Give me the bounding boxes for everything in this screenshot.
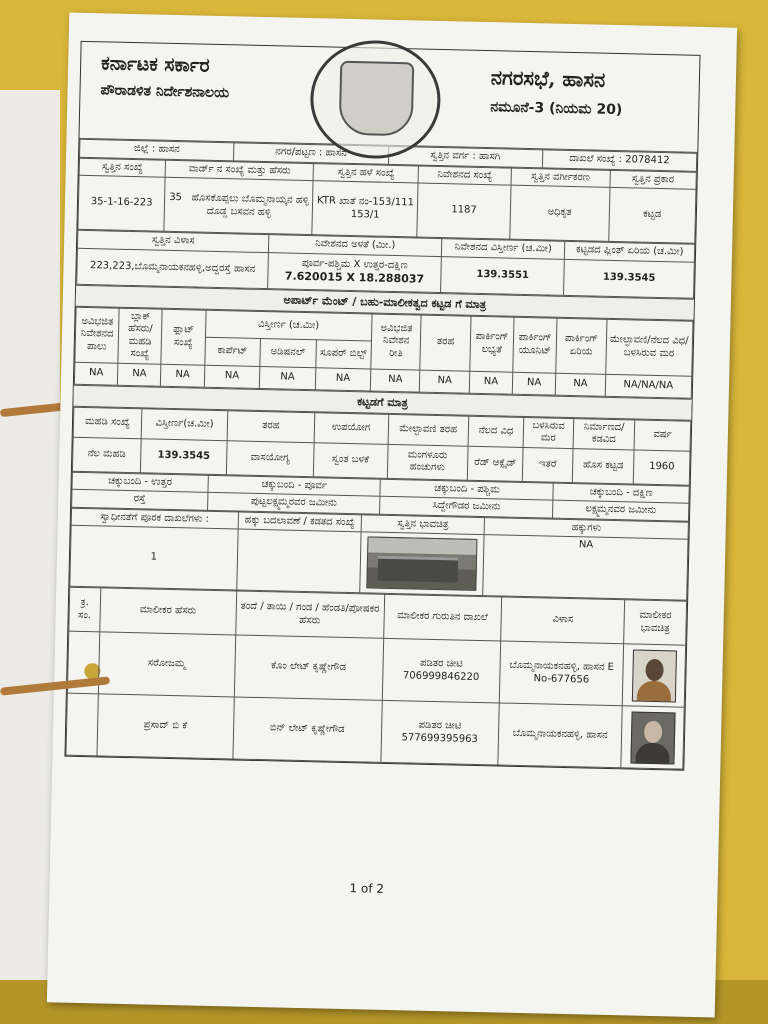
- government-seal: [309, 39, 442, 160]
- east-boundary: ಪುಟ್ಟಲಕ್ಷ್ಮಮ್ಮರವರ ಜಮೀನು: [207, 492, 380, 513]
- dimensions-cell: [268, 252, 442, 292]
- apt-hdr-share: ಅವಿಭಜಿತ ನಿವೇಶನದ ಪಾಲು: [75, 307, 119, 363]
- wood-used: ಇತರೆ: [523, 447, 573, 482]
- owner-id-number: 706999846220: [402, 669, 480, 683]
- directorate-title: ಪೌರಾಡಳಿತ ನಿರ್ದೇಶನಾಲಯ: [100, 82, 230, 102]
- bld-hdr-construction: ನಿರ್ಮಾಣದ/ ಕಡವಿದ: [573, 418, 635, 449]
- apt-hdr-carpet: ಕಾರ್ಪೆಟ್: [204, 337, 260, 366]
- site-area: 139.3551: [441, 256, 565, 295]
- apt-hdr-kind: ತರಹ: [420, 315, 471, 371]
- own-hdr-photo: ಮಾಲೀಕರ ಭಾವಚಿತ್ರ: [624, 600, 687, 645]
- year-built: 1960: [634, 449, 690, 484]
- prop-hdr-ward: ವಾರ್ಡ್ ನ ಸಂಖ್ಯೆ ಮತ್ತು ಹೆಸರು: [165, 160, 313, 181]
- mutation-hdr: ಹಕ್ಕು ಬದಲಾವಣೆ / ಕಡತದ ಸಂಖ್ಯೆ: [238, 512, 362, 532]
- ward-cell: [164, 177, 313, 234]
- bld-hdr-kind: ತರಹ: [227, 410, 314, 442]
- floor-number: ನೆಲ ಮಹಡಿ: [72, 437, 141, 473]
- owner-address: ಬೊಮ್ಮನಾಯಕನಹಳ್ಳಿ, ಹಾಸನ: [498, 703, 623, 768]
- dims-hdr: ನಿವೇಶನದ ಅಳತೆ (ಮೀ.): [269, 235, 442, 256]
- plinth-hdr: ಕಟ್ಟಡದ ಪ್ಲಿಂತ್ ಏರಿಯ (ಚ.ಮೀ): [565, 241, 695, 261]
- certificate-frame: [64, 41, 700, 771]
- dimensions-label: ಪೂರ್ವ-ಪಶ್ಚಿಮ X ಉತ್ತರ-ದಕ್ಷಿಣ: [301, 257, 408, 272]
- photo-hdr: ಸ್ವತ್ತಿನ ಭಾವಚಿತ್ರ: [361, 514, 485, 534]
- prop-hdr-class: ಸ್ವತ್ತಿನ ವರ್ಗೀಕರಣ: [511, 168, 610, 188]
- property-certificate-page: [47, 13, 737, 1018]
- owner-address: ಬೊಮ್ಮನಾಯಕನಹಳ್ಳಿ, ಹಾಸನ E No-677656: [499, 641, 624, 706]
- council-title: ನಗರಸಭೆ, ಹಾಸನ: [490, 65, 606, 92]
- bld-hdr-use: ಉಪಯೋಗ: [314, 412, 389, 444]
- apt-hdr-mode: ಅವಿಭಜಿತ ನಿವೇಶನ ರೀತಿ: [371, 313, 422, 369]
- docs-hdr: ಸ್ವಾಧೀನತೆಗೆ ಪೂರಕ ದಾಖಲೆಗಳು :: [71, 508, 238, 529]
- building-kind: ವಾಸಯೋಗ್ಯ: [227, 440, 314, 476]
- apt-cell: NA: [512, 372, 556, 395]
- construction-status: ಹೊಸ ಕಟ್ಟಡ: [572, 448, 634, 483]
- own-hdr-sno: ಕ್ರ. ಸಂ.: [69, 587, 101, 632]
- apt-hdr-units: ಪಾರ್ಕಿಂಗ್ ಯೂನಿಟ್: [513, 317, 557, 373]
- apt-hdr-additional: ಅಡಿಷನಲ್: [260, 338, 316, 367]
- certificate-header: [79, 42, 699, 153]
- prop-hdr-site: ನಿವೇಶನದ ಸಂಖ್ಯೆ: [418, 166, 511, 186]
- apt-hdr-flat: ಫ್ಲಾಟ್ ಸಂಖ್ಯೆ: [161, 309, 205, 365]
- ward-number: 35: [169, 191, 183, 204]
- apt-hdr-block: ಬ್ಲಾಕ್ ಹೆಸರು/ ಮಹಡಿ ಸಂಖ್ಯೆ: [118, 308, 162, 364]
- owner-relation: ಕೊಂ ಲೇಟ್ ಕೃಷ್ಣೇಗೌಡ: [234, 635, 383, 700]
- apartment-section-title: ಅಪಾರ್ಟ್ ಮೆಂಟ್ / ಬಹು-ಮಾಲೀಕತ್ವದ ಕಟ್ಟಡ ಗೆ ಮಾತ್ರ: [76, 284, 694, 320]
- property-id: 35-1-16-223: [78, 175, 166, 231]
- owner-id-type: ಪಡಿತರ ಚೀಟಿ: [418, 719, 462, 732]
- apt-hdr-parking: ಪಾರ್ಕಿಂಗ್ ಲಭ್ಯತೆ: [470, 316, 514, 372]
- plinth-area: 139.3545: [564, 259, 694, 298]
- prop-hdr-old: ಸ್ವತ್ತಿನ ಹಳೆ ಸಂಖ್ಯೆ: [314, 163, 419, 183]
- property-photo: [366, 536, 477, 590]
- apt-hdr-parking-area: ಪಾರ್ಕಿಂಗ್ ಏರಿಯ: [556, 318, 607, 374]
- prop-hdr-type: ಸ್ವತ್ತಿನ ಪ್ರಕಾರ: [610, 170, 697, 189]
- mutation-number: [236, 529, 361, 593]
- town: ನಗರ/ಪಟ್ಟಣ : ಹಾಸನ: [234, 143, 389, 164]
- owner-name: ಸರೋಜಮ್ಮ: [98, 632, 235, 697]
- apt-cell: NA: [204, 365, 260, 388]
- owner-id: [381, 700, 500, 765]
- bld-hdr-roof: ಮೇಲ್ಛಾವಣಿ ತರಹ: [388, 414, 469, 446]
- property-photo-cell: [360, 532, 485, 596]
- apt-hdr-area: ವಿಸ್ತೀರ್ಣ (ಚ.ಮೀ): [205, 310, 372, 341]
- documents-table: [69, 507, 689, 601]
- north-label: ಚಕ್ಕುಬಂದಿ - ಉತ್ತರ: [72, 472, 208, 493]
- record-number: ದಾಖಲೆ ಸಂಖ್ಯೆ : 2078412: [542, 150, 697, 171]
- south-label: ಚಕ್ಕುಬಂದಿ - ದಕ್ಷಿಣ: [553, 483, 689, 504]
- north-boundary: ರಸ್ತೆ: [72, 489, 208, 510]
- emblem-icon: [339, 61, 415, 137]
- own-hdr-id: ಮಾಲೀಕರ ಗುರುತಿನ ದಾಖಲೆ: [383, 594, 501, 641]
- property-class: ಸ್ವತ್ತಿನ ವರ್ಗ : ಹಾಸಗಿ: [388, 146, 543, 167]
- apt-cell: NA: [161, 364, 205, 387]
- apt-cell: NA: [259, 366, 315, 389]
- west-label: ಚಕ್ಕುಬಂದಿ - ಪಶ್ಚಿಮ: [380, 479, 553, 500]
- owner-id: [382, 638, 501, 703]
- apt-cell: NA: [469, 371, 513, 394]
- rights-hdr: ಹಕ್ಕುಗಳು: [484, 517, 688, 539]
- form-number: ನಮೂನೆ-3 (ನಿಯಮ 20): [490, 99, 623, 119]
- own-hdr-relation: ತಂದೆ / ತಾಯಿ / ಗಂಡ / ಹೆಂಡತಿ/ಪೋಷಕರ ಹೆಸರು: [235, 591, 384, 638]
- apt-cell: NA: [74, 362, 118, 385]
- site-number: 1187: [417, 183, 511, 239]
- page-number: 1 of 2: [349, 881, 385, 896]
- owner-photo-cell: [622, 644, 685, 707]
- owner-id-type: ಪಡಿತರ ಚೀಟಿ: [419, 657, 463, 670]
- roof-type: ಮಂಗಳೂರು ಹಂಚುಗಳು: [387, 444, 468, 480]
- apartment-table: [74, 306, 694, 398]
- apt-cell: NA: [420, 370, 470, 393]
- east-label: ಚಕ್ಕುಬಂದಿ - ಪೂರ್ವ: [208, 475, 381, 496]
- owner-photo: [631, 649, 676, 702]
- owner-relation: ಬಿನ್ ಲೇಟ್ ಕೃಷ್ಣೇಗೌಡ: [233, 697, 382, 762]
- property-type: ಕಟ್ಟಡ: [608, 187, 696, 243]
- owner-sno: [66, 693, 98, 756]
- bld-hdr-floor-type: ನೆಲದ ವಿಧ: [468, 416, 524, 447]
- apt-hdr-roof: ಮೇಲ್ಛಾವಣಿ/ನೆಲದ ವಿಧ/ಬಳಸಿರುವ ಮರ: [605, 319, 693, 376]
- floor-type: ರೆಡ್ ಆಕ್ಸೈಡ್: [467, 446, 523, 481]
- west-boundary: ಸಿದ್ದೇಗೌಡರ ಜಮೀನು: [380, 496, 553, 517]
- govt-title: ಕರ್ನಾಟಕ ಸರ್ಕಾರ: [100, 52, 210, 77]
- apt-cell: NA: [315, 367, 371, 390]
- building-section-title: ಕಟ್ಟಡಗೆ ಮಾತ್ರ: [73, 384, 691, 420]
- prop-hdr-id: ಸ್ವತ್ತಿನ ಸಂಖ್ಯೆ: [79, 158, 166, 177]
- south-boundary: ಲಕ್ಷ್ಮಮ್ಮನವರ ಜಮೀನು: [553, 500, 689, 521]
- building-use: ಸ್ವಂತ ಬಳಕೆ: [313, 442, 388, 478]
- bld-hdr-area: ವಿಸ್ತೀರ್ಣ(ಚ.ಮೀ): [141, 408, 228, 440]
- apt-cell: NA: [118, 363, 162, 386]
- bld-hdr-year: ವರ್ಷ: [634, 419, 690, 450]
- table-row: [66, 693, 684, 769]
- owner-id-number: 577699395963: [401, 731, 479, 745]
- rights-value: NA: [483, 535, 688, 601]
- area-hdr: ನಿವೇಶನದ ವಿಸ್ತೀರ್ಣ (ಚ.ಮೀ): [441, 239, 565, 259]
- property-address: 223,223,ಬೊಮ್ಮನಾಯಕನಹಳ್ಳಿ,ಅದ್ದರಸ್ತೆ ಹಾಸನ: [77, 248, 269, 288]
- dimensions: 7.620015 X 18.288037: [284, 269, 425, 287]
- bld-hdr-floor: ಮಹಡಿ ಸಂಖ್ಯೆ: [73, 407, 142, 439]
- floor-area: 139.3545: [140, 438, 227, 474]
- owner-photo: [630, 711, 675, 764]
- old-number: KTR ಖಾತೆ ನಂ-153/111 153/1: [312, 181, 418, 237]
- district: ಜಿಲ್ಲೆ : ಹಾಸನ: [80, 139, 235, 160]
- bld-hdr-wood: ಬಳಸಿರುವ ಮರ: [523, 417, 573, 448]
- apt-hdr-superbuilt: ಸೂಪರ್ ಬಿಲ್ಟ್: [315, 340, 371, 369]
- apt-cell: NA: [555, 373, 605, 396]
- apt-cell: NA: [370, 368, 420, 391]
- addr-hdr: ಸ್ವತ್ತಿನ ವಿಳಾಸ: [77, 230, 269, 252]
- own-hdr-address: ವಿಳಾಸ: [501, 597, 625, 644]
- own-hdr-name: ಮಾಲೀಕರ ಹೆಸರು: [100, 588, 237, 635]
- property-table: [77, 157, 696, 244]
- owner-name: ಪ್ರಸಾದ್ ಬಿ ಕೆ: [97, 694, 234, 759]
- owner-photo-cell: [621, 706, 684, 769]
- docs-sno: 1: [70, 525, 238, 590]
- apt-cell: NA/NA/NA: [605, 374, 692, 398]
- owners-table: [65, 587, 687, 770]
- classification: ಅಧಿಕೃತ: [510, 185, 610, 241]
- ward-name: ಹೊಸಕೊಪ್ಪಲು ಬೊಮ್ಮನಾಯ್ಕನ ಹಳ್ಳಿ ದೊಡ್ಡ ಬಸವನ ಹಳ್ಳಿ: [191, 192, 309, 218]
